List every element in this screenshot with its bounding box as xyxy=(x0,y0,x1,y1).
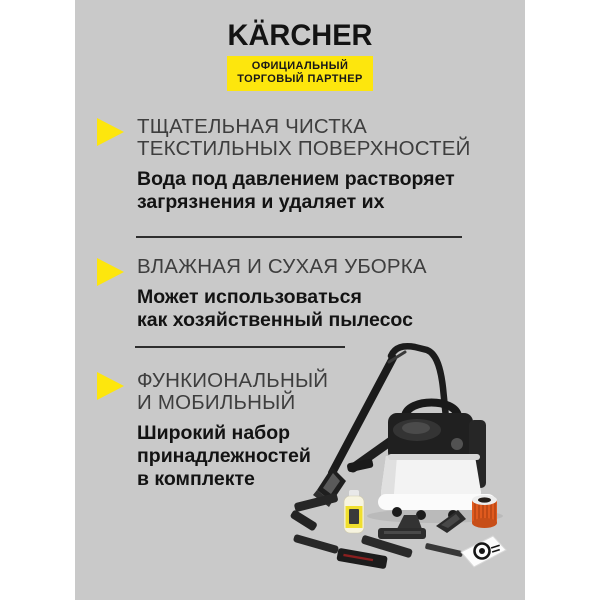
feature-thorough-cleaning xyxy=(97,116,471,214)
feature-description: Может использоваться как хозяйственный пылесос xyxy=(137,286,413,331)
brand-header xyxy=(75,19,525,91)
feature-title: ФУНКИОНАЛЬНЫЙ И МОБИЛЬНЫЙ xyxy=(137,369,329,414)
filter-cartridge xyxy=(472,495,497,528)
badge-line-2: ТОРГОВЫЙ ПАРТНЕР xyxy=(237,73,363,85)
product-photo xyxy=(285,340,525,580)
triangle-bullet-icon xyxy=(97,258,124,286)
badge-line-1: ОФИЦИАЛЬНЫЙ xyxy=(251,60,349,72)
tube-parking-bracket xyxy=(346,441,391,473)
paper-filter-bag xyxy=(461,536,506,567)
caster-wheel xyxy=(392,507,402,517)
feature-description: Широкий набор принадлежностей в комплекте xyxy=(137,422,311,490)
feature-wet-dry-cleaning xyxy=(97,256,427,332)
washing-brush-bar xyxy=(336,548,387,569)
karcher-logo: KÄRCHER xyxy=(227,19,373,53)
official-partner-badge xyxy=(227,56,372,91)
feature-title: ВЛАЖНАЯ И СУХАЯ УБОРКА xyxy=(137,255,427,278)
feature-description: Вода под давлением растворяет загрязнения и удаляет их xyxy=(137,168,455,213)
feature-title: ТЩАТЕЛЬНАЯ ЧИСТКА ТЕКСТИЛЬНЫХ ПОВЕРХНОСТЕЙ xyxy=(137,115,471,160)
triangle-bullet-icon xyxy=(97,372,124,400)
triangle-bullet-icon xyxy=(97,118,124,146)
section-divider xyxy=(136,236,462,238)
detergent-bottle xyxy=(344,490,364,533)
ad-canvas xyxy=(75,0,525,600)
crevice-nozzle xyxy=(425,543,463,557)
